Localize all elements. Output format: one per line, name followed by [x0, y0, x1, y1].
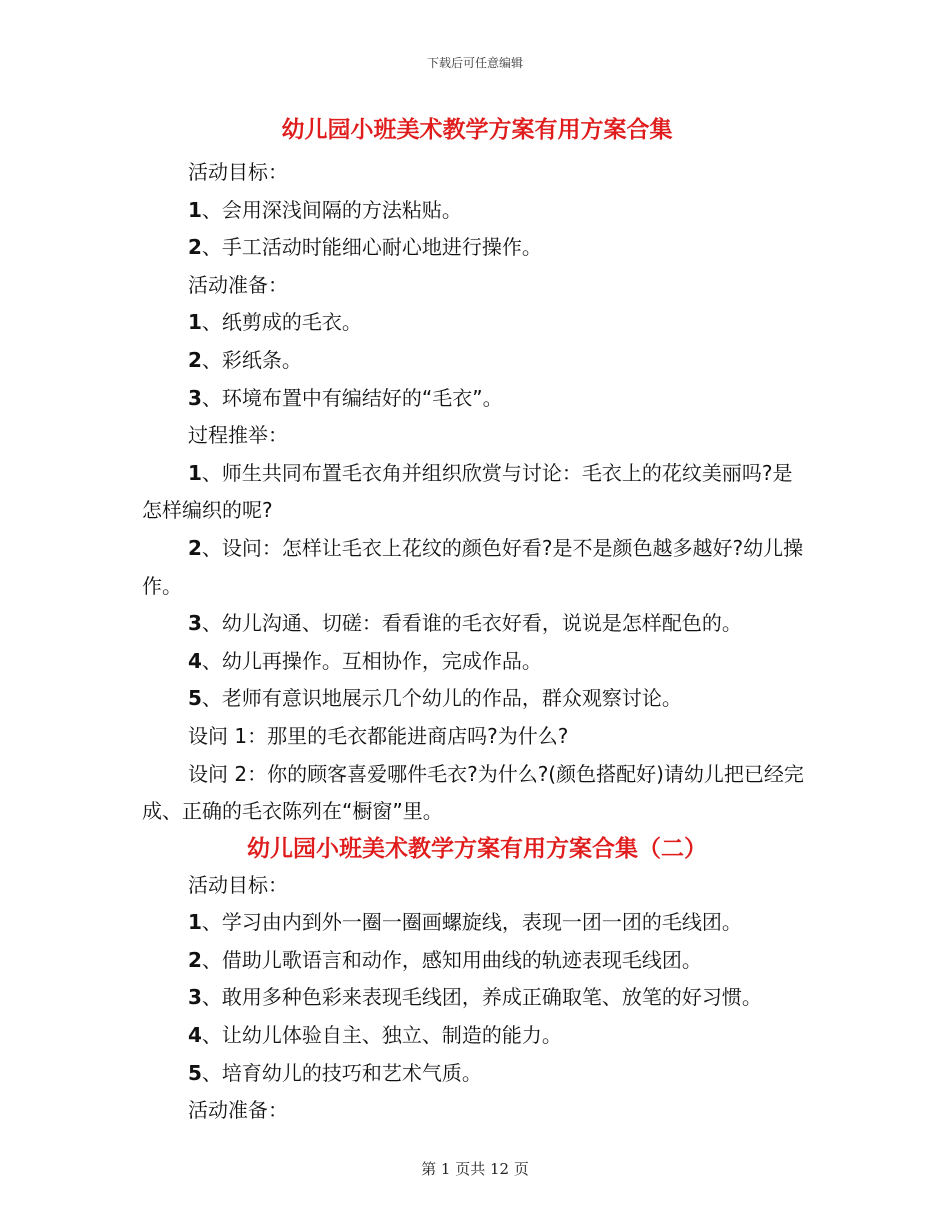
paragraph: 设问 2：你的顾客喜爱哪件毛衣?为什么?(颜色搭配好)请幼儿把已经完成、正确的毛衣陈列在“橱窗”里。	[142, 761, 804, 824]
paragraph: 4、幼儿再操作。互相协作，完成作品。	[188, 648, 542, 673]
section-1-body	[142, 154, 812, 831]
paragraph: 过程推举：	[188, 423, 288, 448]
paragraph: 2、手工活动时能细心耐心地进行操作。	[188, 235, 542, 260]
paragraph: 活动目标：	[188, 872, 288, 897]
paragraph: 1、学习由内到外一圈一圈画螺旋线，表现一团一团的毛线团。	[188, 910, 742, 935]
paragraph: 1、师生共同布置毛衣角并组织欣赏与讨论：毛衣上的花纹美丽吗?是怎样编织的呢?	[142, 460, 793, 523]
paragraph: 2、彩纸条。	[188, 347, 302, 372]
paragraph: 5、老师有意识地展示几个幼儿的作品，群众观察讨论。	[188, 686, 682, 711]
header-note: 下载后可任意编辑	[426, 56, 523, 70]
paragraph: 3、幼儿沟通、切磋：看看谁的毛衣好看，说说是怎样配色的。	[188, 611, 742, 636]
paragraph: 5、培育幼儿的技巧和艺术气质。	[188, 1060, 482, 1085]
paragraph: 4、让幼儿体验自主、独立、制造的能力。	[188, 1023, 562, 1048]
document-body	[142, 112, 812, 1130]
section-2-body	[142, 867, 812, 1130]
paragraph: 1、会用深浅间隔的方法粘贴。	[188, 197, 462, 222]
paragraph: 活动准备：	[188, 272, 288, 297]
paragraph: 1、纸剪成的毛衣。	[188, 310, 362, 335]
paragraph: 活动准备：	[188, 1098, 288, 1123]
paragraph: 活动目标：	[188, 160, 288, 184]
page-footer: 第 1 页共 12 页	[421, 1160, 529, 1178]
paragraph: 3、敢用多种色彩来表现毛线团，养成正确取笔、放笔的好习惯。	[188, 985, 762, 1010]
section-2-title: 幼儿园小班美术教学方案有用方案合集（二）	[247, 835, 707, 862]
section-1-title: 幼儿园小班美术教学方案有用方案合集	[281, 117, 673, 143]
paragraph: 设问 1：那里的毛衣都能进商店吗?为什么?	[188, 723, 569, 748]
paragraph: 2、借助儿歌语言和动作，感知用曲线的轨迹表现毛线团。	[188, 947, 702, 972]
paragraph: 3、环境布置中有编结好的“毛衣”。	[188, 385, 503, 410]
paragraph: 2、设问：怎样让毛衣上花纹的颜色好看?是不是颜色越多越好?幼儿操作。	[142, 535, 804, 598]
